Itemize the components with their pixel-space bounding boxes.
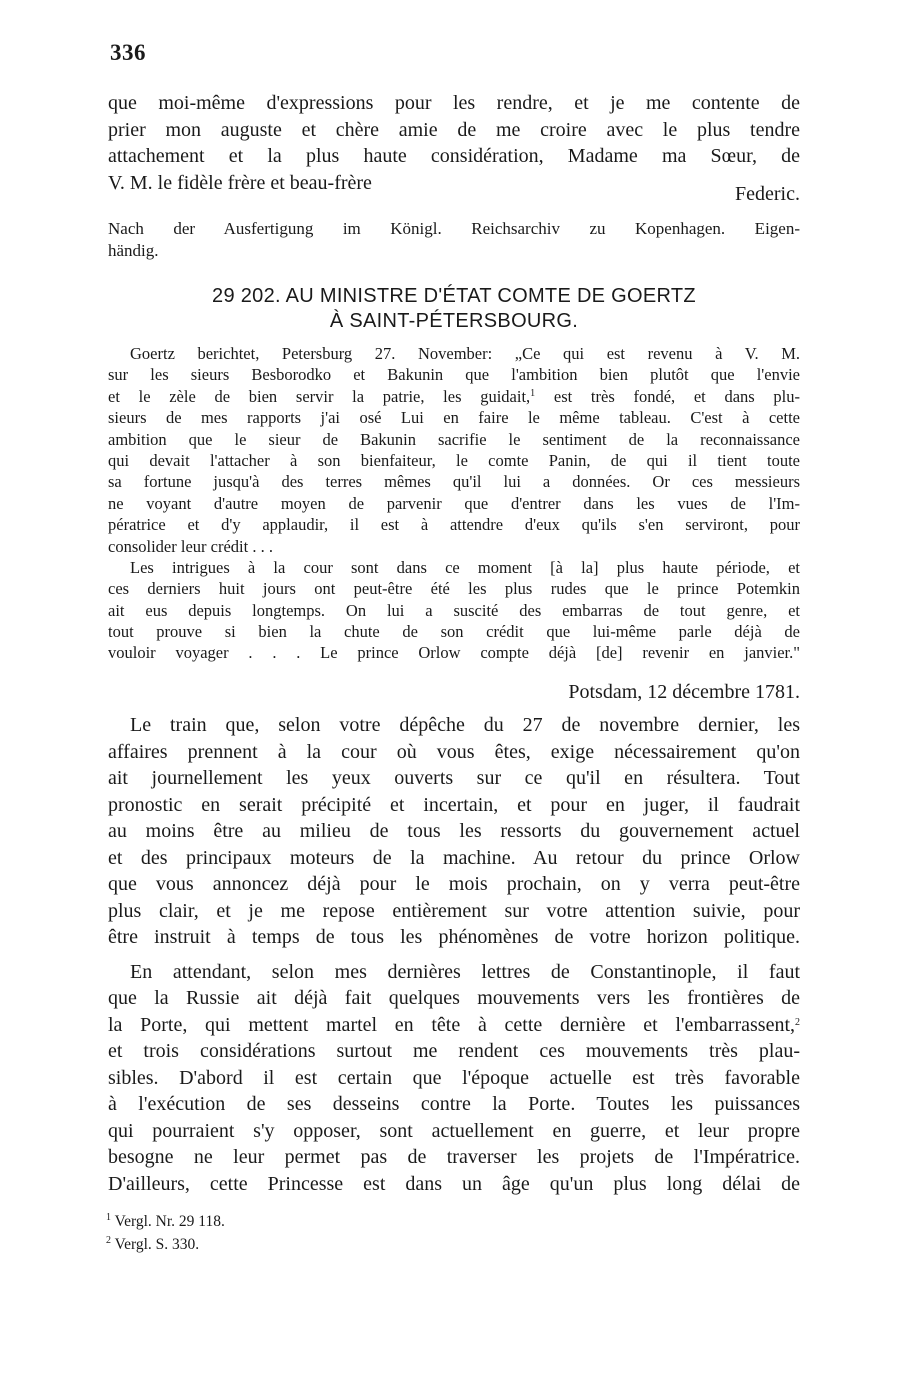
text-line: ces derniers huit jours ont peut-être été les plus rudes que le prince Potemkin	[108, 579, 800, 599]
dateline: Potsdam, 12 décembre 1781.	[568, 681, 800, 703]
text-line: que la Russie ait déjà fait quelques mouvements vers les frontières de	[108, 987, 800, 1009]
text-fragment: est très fondé, et dans plu-	[535, 386, 800, 406]
document-heading	[108, 284, 800, 334]
text-line: D'ailleurs, cette Princesse est dans un âge qu'un plus long délai de	[108, 1172, 800, 1195]
text-line: sibles. D'abord il est certain que l'époque actuelle est très favorable	[108, 1066, 800, 1089]
text-line: ait journellement les yeux ouverts sur ce qu'il en résultera. Tout	[108, 767, 800, 789]
text-fragment: la Porte, qui mettent martel en tête à cette dernière et l'embarrassent,	[108, 1013, 795, 1036]
footnote-ref: 1	[530, 387, 536, 399]
footnote-mark: 2	[106, 1235, 111, 1246]
text-line: attachement et la plus haute considération, Madame ma Sœur, de	[108, 145, 800, 167]
heading-line: À SAINT-PÉTERSBOURG.	[329, 310, 579, 332]
footnote	[106, 1211, 225, 1232]
page-number: 336	[110, 40, 146, 65]
text-line	[108, 386, 800, 407]
letter-body	[108, 712, 800, 1197]
text-line: qui devait l'attacher à son bienfaiteur, le comte Panin, de qui il tient toute	[108, 450, 800, 470]
footnote-mark: 1	[106, 1212, 111, 1223]
text-fragment: et le zèle de bien servir la patrie, les guidait,	[108, 386, 531, 406]
text-line: affaires prennent à la cour où vous êtes, exige nécessairement qu'on	[108, 740, 800, 763]
text-line: Les intrigues à la cour sont dans ce moment [à la] plus haute période, et	[130, 557, 800, 577]
text-line: au moins être au milieu de tous les ressorts du gouvernement actuel	[108, 820, 800, 842]
text-line: händig.	[108, 240, 159, 260]
source-note	[108, 218, 800, 261]
footnote-text: Vergl. S. 330.	[114, 1236, 200, 1253]
text-line	[108, 1012, 800, 1039]
text-line: être instruit à temps de tous les phénomènes de votre horizon politique.	[108, 926, 800, 948]
text-line: que moi-même d'expressions pour les rendre, et je me contente de	[108, 92, 800, 114]
text-line: vouloir voyager . . . Le prince Orlow compte déjà [de] revenir en janvier."	[108, 643, 800, 663]
text-line: V. M. le fidèle frère et beau-frère	[108, 171, 372, 194]
text-line: prier mon auguste et chère amie de me croire avec le plus tendre	[108, 118, 800, 141]
text-line: consolider leur crédit . . .	[108, 536, 273, 556]
footnote-ref: 2	[795, 1016, 800, 1028]
text-line: qui pourraient s'y opposer, sont actuellement en guerre, et leur propre	[108, 1119, 800, 1142]
text-line: et trois considérations surtout me rendent ces mouvements très plau-	[108, 1040, 800, 1062]
footnote	[106, 1234, 199, 1255]
report-summary	[108, 343, 800, 664]
text-line: plus clair, et je me repose entièrement sur votre attention suivie, pour	[108, 899, 800, 922]
text-line: sa fortune jusqu'à des terres mêmes qu'il lui a données. Or ces messieurs	[108, 472, 800, 492]
text-line: Nach der Ausfertigung im Königl. Reichsarchiv zu Kopenhagen. Eigen-	[108, 219, 800, 238]
text-line: sur les sieurs Besborodko et Bakunin que l'ambition bien plutôt que l'envie	[108, 365, 800, 385]
text-line: à l'exécution de ses desseins contre la Porte. Toutes les puissances	[108, 1093, 800, 1115]
text-line: ait eus depuis longtemps. On lui a suscité des embarras de tout genre, et	[108, 600, 800, 620]
text-line: et des principaux moteurs de la machine. Au retour du prince Orlow	[108, 846, 800, 869]
text-line: que vous annoncez déjà pour le mois prochain, on y verra peut-être	[108, 873, 800, 895]
text-line: Goertz berichtet, Petersburg 27. November: „Ce qui est revenu à V. M.	[130, 344, 800, 363]
text-line: ambition que le sieur de Bakunin sacrifie le sentiment de la reconnaissance	[108, 429, 800, 449]
text-line: pératrice et d'y applaudir, il est à attendre d'eux qu'ils s'en serviront, pour	[108, 515, 800, 535]
text-line: sieurs de mes rapports j'ai osé Lui en faire le même tableau. C'est à cette	[108, 408, 800, 428]
heading-line: 29 202. AU MINISTRE D'ÉTAT COMTE DE GOERTZ	[212, 285, 696, 307]
letter-closing	[108, 90, 800, 196]
text-line: tout prouve si bien la chute de son crédit que lui-même parle déjà de	[108, 622, 800, 642]
text-line: ne voyant d'autre moyen de parvenir que d'entrer dans les vues de l'Im-	[108, 493, 800, 513]
footnote-text: Vergl. Nr. 29 118.	[114, 1213, 225, 1230]
signature: Federic.	[735, 183, 800, 205]
text-line: besogne ne leur permet pas de traverser les projets de l'Impératrice.	[108, 1146, 800, 1168]
text-line: pronostic en serait précipité et incertain, et pour en juger, il faudrait	[108, 793, 800, 816]
text-line: Le train que, selon votre dépêche du 27 de novembre dernier, les	[130, 714, 800, 736]
text-line: En attendant, selon mes dernières lettres de Constantinople, il faut	[130, 960, 800, 983]
